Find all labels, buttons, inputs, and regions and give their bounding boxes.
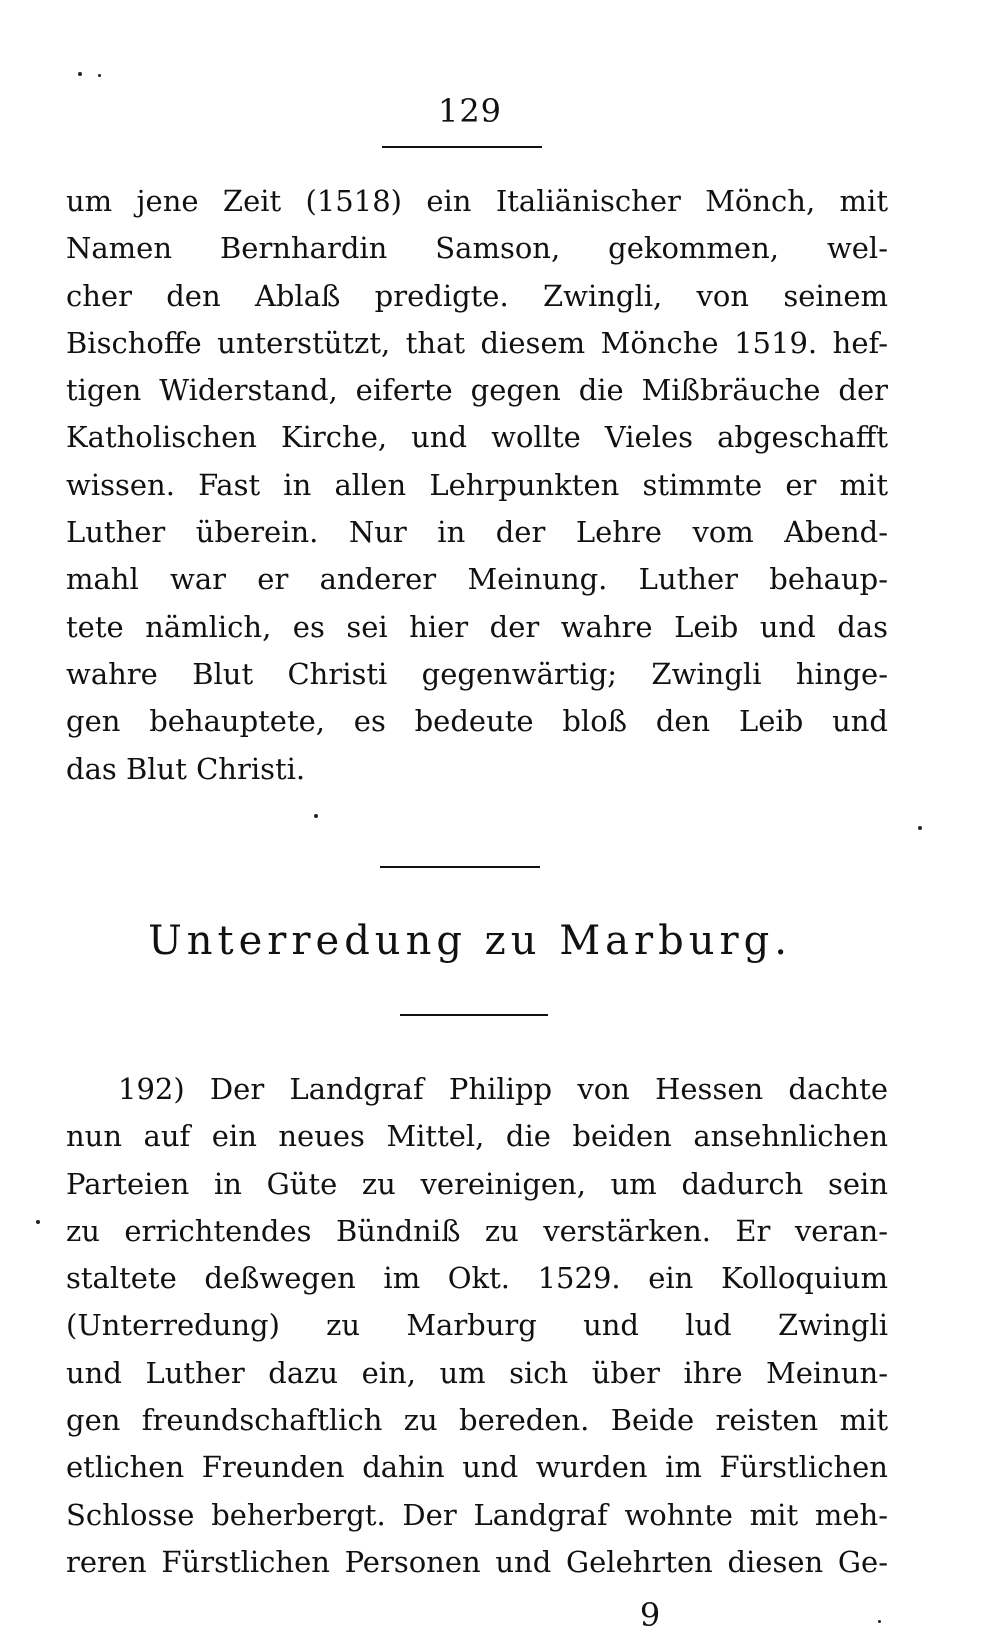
text-line: wissen. Fast in allen Lehrpunkten stimmte er mit [66,467,888,502]
text-line: etlichen Freunden dahin und wurden im Fürstlichen [66,1450,888,1485]
text-line: und Luther dazu ein, um sich über ihre Meinun- [66,1355,888,1390]
text-line: mahl war er anderer Meinung. Luther behaup- [66,562,888,597]
print-speck [918,826,922,830]
text-line: Katholischen Kirche, und wollte Vieles abgeschafft [66,420,888,455]
text-line: gen freundschaftlich zu bereden. Beide reisten mit [66,1403,888,1438]
text-line: Luther überein. Nur in der Lehre vom Abend- [66,515,888,550]
text-line: um jene Zeit (1518) ein Italiänischer Mönch, mit [66,184,888,218]
text-line: nun auf ein neues Mittel, die beiden ansehnlichen [66,1119,888,1154]
paragraph-2 [66,1066,888,1586]
heading-rule [400,1014,548,1016]
text-line: staltete deßwegen im Okt. 1529. ein Kolloquium [66,1261,888,1296]
signature-mark: 9 [639,1596,661,1634]
text-line: Parteien in Güte zu vereinigen, um dadurch sein [66,1166,888,1201]
section-divider-rule [380,866,540,868]
text-line: cher den Ablaß predigte. Zwingli, von seinem [66,278,888,313]
text-line: (Unterredung) zu Marburg und lud Zwingli [66,1308,888,1343]
paragraph-1 [66,178,888,793]
print-speck [878,1620,881,1623]
print-speck [36,1220,40,1224]
section-heading: Unterredung zu Marburg. [148,918,792,964]
text-line: Schlosse beherbergt. Der Landgraf wohnte mit meh- [66,1497,888,1532]
text-line: Bischoffe unterstützt, that diesem Mönche 1519. hef- [66,325,888,360]
text-line: reren Fürstlichen Personen und Gelehrten diesen Ge- [66,1544,888,1579]
print-speck [78,72,82,76]
text-line: 192) Der Landgraf Philipp von Hessen dachte [118,1072,888,1106]
text-line: tete nämlich, es sei hier der wahre Leib und das [66,609,888,644]
text-line: gen behauptete, es bedeute bloß den Leib und [66,704,888,739]
text-line: das Blut Christi. [66,751,306,786]
page-number: 129 [437,92,503,130]
text-line: tigen Widerstand, eiferte gegen die Mißbräuche der [66,373,888,408]
header-rule [382,146,542,148]
text-line: wahre Blut Christi gegenwärtig; Zwingli hinge- [66,656,888,691]
text-line: Namen Bernhardin Samson, gekommen, wel- [66,231,888,266]
print-speck [98,74,101,77]
text-line: zu errichtendes Bündniß zu verstärken. Er veran- [66,1213,888,1248]
print-speck [314,814,318,818]
